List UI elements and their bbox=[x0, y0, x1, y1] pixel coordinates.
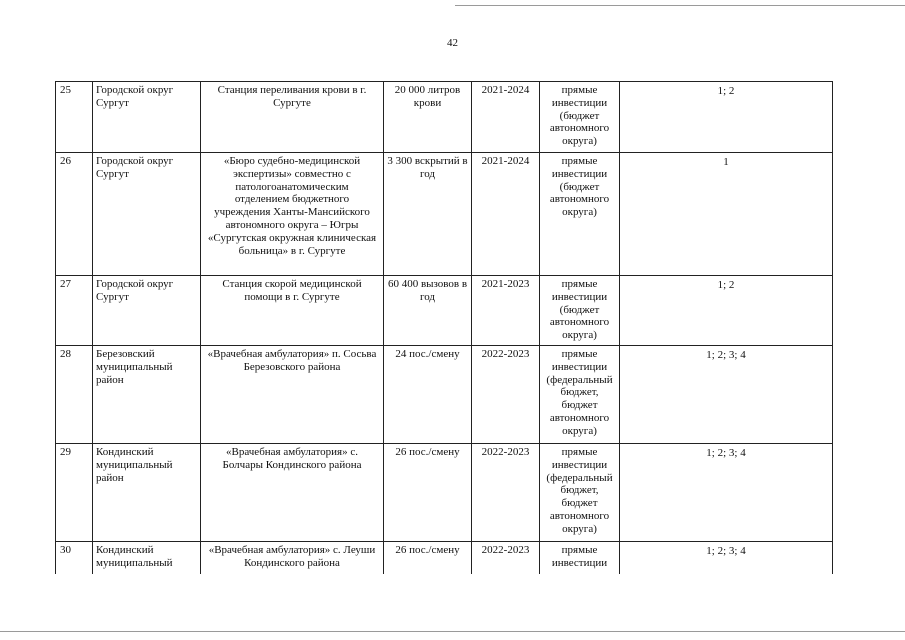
row-number: 25 bbox=[56, 82, 93, 153]
years-cell: 2021-2023 bbox=[472, 276, 540, 346]
scan-edge-top bbox=[455, 5, 905, 6]
measures-cell: 1 bbox=[620, 153, 833, 276]
municipality-cell: Березовский муниципальный район bbox=[93, 346, 201, 444]
municipality-cell: Кондинский муниципальный bbox=[93, 542, 201, 574]
municipality-cell: Городской округ Сургут bbox=[93, 82, 201, 153]
facility-cell: «Врачебная амбулатория» п. Сосьва Березовского района bbox=[201, 346, 384, 444]
years-cell: 2021-2024 bbox=[472, 153, 540, 276]
table-row bbox=[56, 153, 833, 276]
facility-cell: «Бюро судебно-медицинской экспертизы» совместно с патологоанатомическим отделением бюджетного учреждения Ханты-Мансийского автономного округа – Югры «Сургутская окружная клиническая больница» в г. Сургуте bbox=[201, 153, 384, 276]
capacity-cell: 60 400 вызовов в год bbox=[384, 276, 472, 346]
row-number: 28 bbox=[56, 346, 93, 444]
years-cell: 2022-2023 bbox=[472, 346, 540, 444]
facility-cell: «Врачебная амбулатория» с. Болчары Кондинского района bbox=[201, 444, 384, 542]
capacity-cell: 26 пос./смену bbox=[384, 542, 472, 574]
funding-cell: прямые инвестиции (бюджет автономного округа) bbox=[540, 153, 620, 276]
row-number: 26 bbox=[56, 153, 93, 276]
facility-cell: Станция переливания крови в г. Сургуте bbox=[201, 82, 384, 153]
years-cell: 2022-2023 bbox=[472, 444, 540, 542]
table-row bbox=[56, 82, 833, 153]
facility-cell: «Врачебная амбулатория» с. Леуши Кондинского района bbox=[201, 542, 384, 574]
facility-cell: Станция скорой медицинской помощи в г. Сургуте bbox=[201, 276, 384, 346]
scan-edge-bottom bbox=[0, 631, 905, 632]
row-number: 29 bbox=[56, 444, 93, 542]
capacity-cell: 24 пос./смену bbox=[384, 346, 472, 444]
table-row bbox=[56, 346, 833, 444]
measures-cell: 1; 2; 3; 4 bbox=[620, 444, 833, 542]
page-number: 42 bbox=[447, 37, 458, 49]
municipality-cell: Кондинский муниципальный район bbox=[93, 444, 201, 542]
capacity-cell: 3 300 вскрытий в год bbox=[384, 153, 472, 276]
years-cell: 2021-2024 bbox=[472, 82, 540, 153]
funding-cell: прямые инвестиции bbox=[540, 542, 620, 574]
table-row bbox=[56, 444, 833, 542]
municipality-cell: Городской округ Сургут bbox=[93, 153, 201, 276]
row-number: 27 bbox=[56, 276, 93, 346]
years-cell: 2022-2023 bbox=[472, 542, 540, 574]
measures-cell: 1; 2 bbox=[620, 276, 833, 346]
funding-cell: прямые инвестиции (бюджет автономного округа) bbox=[540, 276, 620, 346]
table-row bbox=[56, 542, 833, 574]
funding-cell: прямые инвестиции (федеральный бюджет, бюджет автономного округа) bbox=[540, 444, 620, 542]
municipality-cell: Городской округ Сургут bbox=[93, 276, 201, 346]
investment-projects-table bbox=[55, 81, 833, 574]
measures-cell: 1; 2 bbox=[620, 82, 833, 153]
funding-cell: прямые инвестиции (федеральный бюджет, бюджет автономного округа) bbox=[540, 346, 620, 444]
table-row bbox=[56, 276, 833, 346]
measures-cell: 1; 2; 3; 4 bbox=[620, 542, 833, 574]
capacity-cell: 20 000 литров крови bbox=[384, 82, 472, 153]
measures-cell: 1; 2; 3; 4 bbox=[620, 346, 833, 444]
capacity-cell: 26 пос./смену bbox=[384, 444, 472, 542]
funding-cell: прямые инвестиции (бюджет автономного округа) bbox=[540, 82, 620, 153]
row-number: 30 bbox=[56, 542, 93, 574]
